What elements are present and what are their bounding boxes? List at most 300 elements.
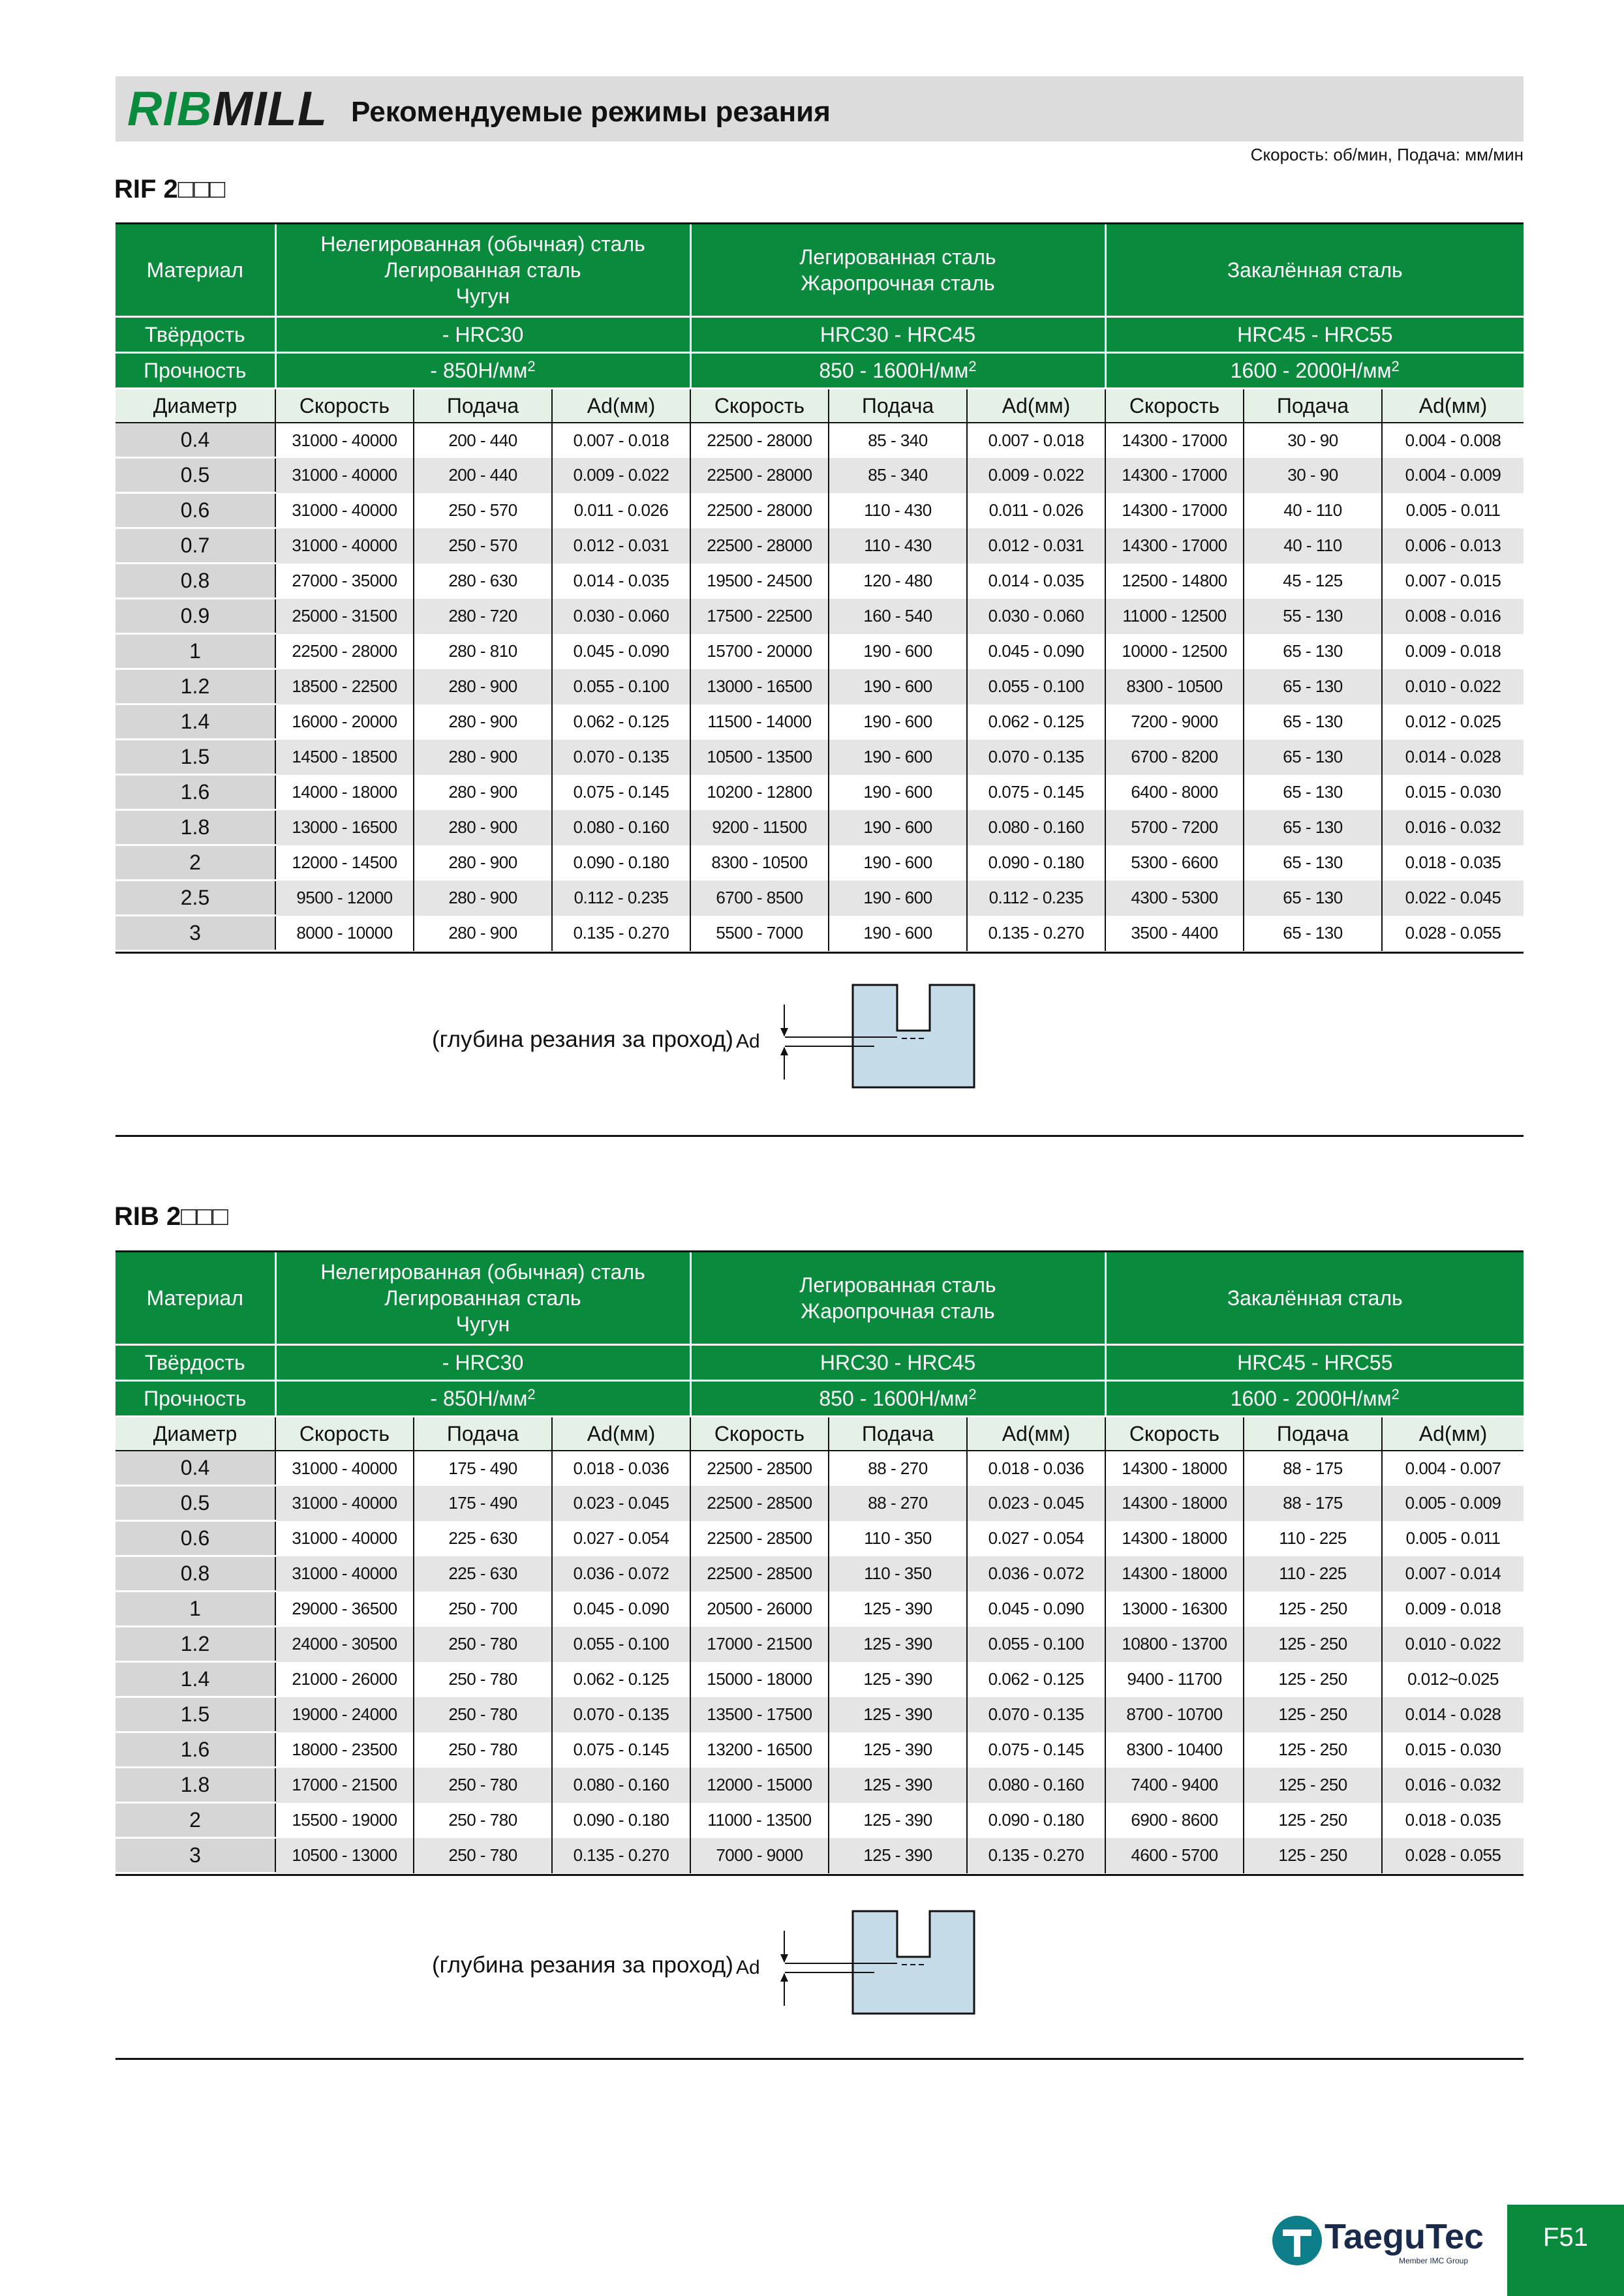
table-cell: 11000 - 12500 <box>1105 599 1244 634</box>
table-cell: 30 - 90 <box>1244 458 1382 493</box>
table-bottom-rule <box>115 1874 1524 1876</box>
table-cell: 125 - 250 <box>1244 1697 1382 1732</box>
table-cell: 250 - 780 <box>414 1697 552 1732</box>
table-cell: 30 - 90 <box>1244 423 1382 458</box>
table-cell: 250 - 780 <box>414 1662 552 1697</box>
table-row <box>115 845 1524 881</box>
table-cell: 125 - 250 <box>1244 1838 1382 1873</box>
table-cell: 0.062 - 0.125 <box>967 1662 1105 1697</box>
table-row <box>115 493 1524 528</box>
table-cell: 110 - 350 <box>829 1521 967 1556</box>
table-cell: 0.075 - 0.145 <box>967 1732 1105 1768</box>
table-cell: 5700 - 7200 <box>1105 810 1244 845</box>
table-cell: 190 - 600 <box>829 810 967 845</box>
table-row <box>115 881 1524 916</box>
brand-name: TaeguTec <box>1325 2217 1484 2256</box>
table-cell: 0.023 - 0.045 <box>552 1486 690 1521</box>
table-cell: 0.055 - 0.100 <box>552 1627 690 1662</box>
section-title-rib: RIB 2□□□ <box>114 1202 228 1231</box>
table-cell: 0.080 - 0.160 <box>967 1768 1105 1803</box>
table-cell: 175 - 490 <box>414 1451 552 1486</box>
table-cell: 55 - 130 <box>1244 599 1382 634</box>
table-cell: 9200 - 11500 <box>690 810 829 845</box>
table-cell: 0.009 - 0.022 <box>552 458 690 493</box>
table-cell: 110 - 350 <box>829 1556 967 1592</box>
strength-value: - $850Н/мм^2$ <box>275 1381 690 1417</box>
table-cell: 125 - 390 <box>829 1768 967 1803</box>
table-cell: 280 - 900 <box>414 775 552 810</box>
material-group-2: Легированная сталь Жаропрочная сталь <box>690 1252 1105 1345</box>
table-cell: 65 - 130 <box>1244 881 1382 916</box>
table-cell: 110 - 430 <box>829 528 967 564</box>
table-cell: 14300 - 18000 <box>1105 1521 1244 1556</box>
table-cell: 125 - 250 <box>1244 1592 1382 1627</box>
table-cell: 31000 - 40000 <box>275 1486 414 1521</box>
table-cell: 65 - 130 <box>1244 740 1382 775</box>
diameter-cell: 1.4 <box>115 1662 275 1697</box>
table-cell: 280 - 900 <box>414 810 552 845</box>
column-header-feed: Подача <box>1244 389 1382 423</box>
diameter-cell: 1.8 <box>115 810 275 845</box>
table-cell: 65 - 130 <box>1244 916 1382 951</box>
hardness-value: HRC30 - HRC45 <box>690 317 1105 353</box>
table-cell: 88 - 270 <box>829 1451 967 1486</box>
column-header-speed: Скорость <box>690 389 829 423</box>
table-cell: 0.030 - 0.060 <box>552 599 690 634</box>
diameter-cell: 2 <box>115 1803 275 1838</box>
section-divider <box>115 2058 1524 2060</box>
diameter-cell: 0.5 <box>115 458 275 493</box>
hardness-value: HRC45 - HRC55 <box>1105 317 1524 353</box>
column-header-feed: Подача <box>829 1417 967 1451</box>
table-cell: 0.005 - 0.011 <box>1382 493 1524 528</box>
column-header-ad: Ad(мм) <box>1382 389 1524 423</box>
table-cell: 0.011 - 0.026 <box>552 493 690 528</box>
diameter-cell: 0.8 <box>115 1556 275 1592</box>
table-cell: 85 - 340 <box>829 458 967 493</box>
table-cell: 0.062 - 0.125 <box>552 1662 690 1697</box>
table-cell: 125 - 250 <box>1244 1627 1382 1662</box>
table-cell: 65 - 130 <box>1244 775 1382 810</box>
table-cell: 12500 - 14800 <box>1105 564 1244 599</box>
column-header-ad: Ad(мм) <box>967 1417 1105 1451</box>
column-header-feed: Подача <box>1244 1417 1382 1451</box>
table-cell: 31000 - 40000 <box>275 458 414 493</box>
diameter-cell: 0.6 <box>115 493 275 528</box>
table-cell: 0.018 - 0.036 <box>552 1451 690 1486</box>
page-number: F51 <box>1507 2205 1624 2296</box>
table-cell: 10800 - 13700 <box>1105 1627 1244 1662</box>
table-cell: 88 - 175 <box>1244 1451 1382 1486</box>
table-cell: 31000 - 40000 <box>275 493 414 528</box>
strength-value: $850 - 1600Н/мм^2$ <box>690 353 1105 389</box>
material-group-1: Нелегированная (обычная) сталь Легированная сталь Чугун <box>275 1252 690 1345</box>
diameter-cell: 1.2 <box>115 1627 275 1662</box>
table-cell: 22500 - 28000 <box>690 493 829 528</box>
diameter-cell: 1.6 <box>115 1732 275 1768</box>
table-cell: 6900 - 8600 <box>1105 1803 1244 1838</box>
diameter-cell: 1.8 <box>115 1768 275 1803</box>
table-cell: 0.070 - 0.135 <box>967 740 1105 775</box>
strength-label: Прочность <box>115 1381 275 1417</box>
ad-label: Ad <box>736 1031 760 1052</box>
table-cell: 0.090 - 0.180 <box>552 1803 690 1838</box>
table-cell: 7400 - 9400 <box>1105 1768 1244 1803</box>
table-cell: 280 - 630 <box>414 564 552 599</box>
table-cell: 13500 - 17500 <box>690 1697 829 1732</box>
table-cell: 0.070 - 0.135 <box>552 740 690 775</box>
strength-value: $1600 - 2000Н/мм^2$ <box>1105 1381 1524 1417</box>
table-cell: 0.062 - 0.125 <box>967 704 1105 740</box>
table-row <box>115 704 1524 740</box>
table-cell: 125 - 390 <box>829 1838 967 1873</box>
table-cell: 0.045 - 0.090 <box>552 1592 690 1627</box>
diameter-cell: 0.7 <box>115 528 275 564</box>
table-cell: 0.009 - 0.018 <box>1382 634 1524 669</box>
table-cell: 15000 - 18000 <box>690 1662 829 1697</box>
table-cell: 0.080 - 0.160 <box>552 1768 690 1803</box>
table-cell: 225 - 630 <box>414 1521 552 1556</box>
cutting-table-rif <box>115 224 1524 952</box>
table-cell: 6700 - 8200 <box>1105 740 1244 775</box>
table-cell: 0.028 - 0.055 <box>1382 1838 1524 1873</box>
table-cell: 0.030 - 0.060 <box>967 599 1105 634</box>
table-cell: 280 - 900 <box>414 881 552 916</box>
table-cell: 0.015 - 0.030 <box>1382 775 1524 810</box>
table-cell: 6700 - 8500 <box>690 881 829 916</box>
table-cell: 0.010 - 0.022 <box>1382 669 1524 704</box>
section-divider <box>115 1135 1524 1137</box>
diameter-cell: 0.4 <box>115 1451 275 1486</box>
table-row <box>115 1451 1524 1486</box>
diameter-cell: 0.4 <box>115 423 275 458</box>
table-row <box>115 1732 1524 1768</box>
table-cell: 250 - 570 <box>414 493 552 528</box>
table-cell: 19000 - 24000 <box>275 1697 414 1732</box>
table-cell: 31000 - 40000 <box>275 1451 414 1486</box>
table-cell: 45 - 125 <box>1244 564 1382 599</box>
table-cell: 190 - 600 <box>829 704 967 740</box>
table-cell: 0.022 - 0.045 <box>1382 881 1524 916</box>
table-cell: 10500 - 13500 <box>690 740 829 775</box>
table-cell: 280 - 810 <box>414 634 552 669</box>
column-header-speed: Скорость <box>1105 389 1244 423</box>
table-cell: 0.009 - 0.022 <box>967 458 1105 493</box>
brand-subtitle: Member IMC Group <box>1399 2256 1469 2265</box>
table-row <box>115 1627 1524 1662</box>
table-cell: 125 - 250 <box>1244 1803 1382 1838</box>
table-row <box>115 1803 1524 1838</box>
table-cell: 0.005 - 0.011 <box>1382 1521 1524 1556</box>
strength-value: - $850Н/мм^2$ <box>275 353 690 389</box>
table-cell: 280 - 900 <box>414 704 552 740</box>
diameter-cell: 1.2 <box>115 669 275 704</box>
table-cell: 19500 - 24500 <box>690 564 829 599</box>
table-cell: 0.012 - 0.025 <box>1382 704 1524 740</box>
table-cell: 280 - 900 <box>414 845 552 881</box>
column-header-ad: Ad(мм) <box>552 389 690 423</box>
table-cell: 0.005 - 0.009 <box>1382 1486 1524 1521</box>
material-label: Материал <box>115 1252 275 1345</box>
table-cell: 0.018 - 0.036 <box>967 1451 1105 1486</box>
column-header-speed: Скорость <box>275 1417 414 1451</box>
table-cell: 0.075 - 0.145 <box>552 775 690 810</box>
material-group-2: Легированная сталь Жаропрочная сталь <box>690 224 1105 317</box>
table-cell: 0.015 - 0.030 <box>1382 1732 1524 1768</box>
strength-label: Прочность <box>115 353 275 389</box>
table-cell: 0.014 - 0.035 <box>552 564 690 599</box>
table-cell: 11000 - 13500 <box>690 1803 829 1838</box>
column-header-speed: Скорость <box>1105 1417 1244 1451</box>
table-cell: 13000 - 16500 <box>690 669 829 704</box>
table-cell: 14300 - 18000 <box>1105 1451 1244 1486</box>
table-row <box>115 669 1524 704</box>
table-cell: 22500 - 28500 <box>690 1521 829 1556</box>
table-cell: 14300 - 17000 <box>1105 528 1244 564</box>
table-cell: 280 - 900 <box>414 916 552 951</box>
table-cell: 250 - 570 <box>414 528 552 564</box>
table-row <box>115 775 1524 810</box>
table-cell: 8300 - 10500 <box>690 845 829 881</box>
table-cell: 0.090 - 0.180 <box>967 845 1105 881</box>
table-row <box>115 528 1524 564</box>
table-cell: 0.008 - 0.016 <box>1382 599 1524 634</box>
table-row <box>115 599 1524 634</box>
table-cell: 22500 - 28500 <box>690 1556 829 1592</box>
depth-caption: (глубина резания за проход) <box>432 1027 733 1052</box>
table-cell: 0.023 - 0.045 <box>967 1486 1105 1521</box>
table-cell: 0.011 - 0.026 <box>967 493 1105 528</box>
table-cell: 190 - 600 <box>829 740 967 775</box>
table-cell: 0.135 - 0.270 <box>552 1838 690 1873</box>
diameter-cell: 1.5 <box>115 740 275 775</box>
table-cell: 190 - 600 <box>829 916 967 951</box>
table-cell: 25000 - 31500 <box>275 599 414 634</box>
table-cell: 0.036 - 0.072 <box>967 1556 1105 1592</box>
table-cell: 280 - 900 <box>414 740 552 775</box>
table-cell: 0.018 - 0.035 <box>1382 845 1524 881</box>
table-cell: 4300 - 5300 <box>1105 881 1244 916</box>
table-cell: 65 - 130 <box>1244 810 1382 845</box>
table-cell: 125 - 250 <box>1244 1732 1382 1768</box>
table-cell: 14300 - 18000 <box>1105 1556 1244 1592</box>
table-row <box>115 740 1524 775</box>
table-cell: 18500 - 22500 <box>275 669 414 704</box>
table-cell: 88 - 270 <box>829 1486 967 1521</box>
table-cell: 0.004 - 0.009 <box>1382 458 1524 493</box>
diameter-cell: 1 <box>115 634 275 669</box>
diameter-cell: 0.8 <box>115 564 275 599</box>
column-header-ad: Ad(мм) <box>967 389 1105 423</box>
table-cell: 7200 - 9000 <box>1105 704 1244 740</box>
column-header-speed: Скорость <box>690 1417 829 1451</box>
table-cell: 14300 - 17000 <box>1105 423 1244 458</box>
diameter-cell: 1.6 <box>115 775 275 810</box>
table-cell: 31000 - 40000 <box>275 1521 414 1556</box>
table-cell: 8300 - 10400 <box>1105 1732 1244 1768</box>
table-cell: 21000 - 26000 <box>275 1662 414 1697</box>
page-title: Рекомендуемые режимы резания <box>351 96 831 128</box>
table-cell: 0.018 - 0.035 <box>1382 1803 1524 1838</box>
column-header-feed: Подача <box>414 1417 552 1451</box>
hardness-value: - HRC30 <box>275 1345 690 1381</box>
table-cell: 31000 - 40000 <box>275 1556 414 1592</box>
table-cell: 125 - 250 <box>1244 1662 1382 1697</box>
table-cell: 0.112 - 0.235 <box>967 881 1105 916</box>
table-cell: 125 - 390 <box>829 1697 967 1732</box>
table-cell: 5500 - 7000 <box>690 916 829 951</box>
table-cell: 0.045 - 0.090 <box>552 634 690 669</box>
table-cell: 0.012~0.025 <box>1382 1662 1524 1697</box>
slot-depth-diagram <box>763 978 979 1089</box>
table-cell: 11500 - 14000 <box>690 704 829 740</box>
diameter-cell: 3 <box>115 1838 275 1873</box>
table-cell: 125 - 390 <box>829 1662 967 1697</box>
diameter-cell: 1.4 <box>115 704 275 740</box>
table-cell: 120 - 480 <box>829 564 967 599</box>
diameter-cell: 3 <box>115 916 275 951</box>
table-cell: 0.045 - 0.090 <box>967 634 1105 669</box>
table-cell: 7000 - 9000 <box>690 1838 829 1873</box>
table-row <box>115 1556 1524 1592</box>
table-cell: 14500 - 18500 <box>275 740 414 775</box>
table-cell: 10500 - 13000 <box>275 1838 414 1873</box>
column-header-ad: Ad(мм) <box>1382 1417 1524 1451</box>
table-cell: 5300 - 6600 <box>1105 845 1244 881</box>
table-cell: 190 - 600 <box>829 634 967 669</box>
table-cell: 22500 - 28500 <box>690 1451 829 1486</box>
table-cell: 200 - 440 <box>414 458 552 493</box>
table-cell: 0.004 - 0.008 <box>1382 423 1524 458</box>
table-row <box>115 1838 1524 1873</box>
table-cell: 8700 - 10700 <box>1105 1697 1244 1732</box>
table-row <box>115 423 1524 458</box>
table-cell: 17000 - 21500 <box>690 1627 829 1662</box>
table-cell: 31000 - 40000 <box>275 528 414 564</box>
table-row <box>115 1592 1524 1627</box>
hardness-label: Твёрдость <box>115 1345 275 1381</box>
table-cell: 125 - 390 <box>829 1803 967 1838</box>
table-cell: 0.014 - 0.035 <box>967 564 1105 599</box>
table-cell: 250 - 780 <box>414 1627 552 1662</box>
table-cell: 8300 - 10500 <box>1105 669 1244 704</box>
table-cell: 0.027 - 0.054 <box>967 1521 1105 1556</box>
table-cell: 40 - 110 <box>1244 493 1382 528</box>
table-cell: 0.135 - 0.270 <box>967 1838 1105 1873</box>
column-header-diameter: Диаметр <box>115 389 275 423</box>
table-cell: 9400 - 11700 <box>1105 1662 1244 1697</box>
table-cell: 0.055 - 0.100 <box>967 669 1105 704</box>
diameter-cell: 1.5 <box>115 1697 275 1732</box>
table-cell: 22500 - 28000 <box>690 458 829 493</box>
hardness-value: - HRC30 <box>275 317 690 353</box>
table-cell: 0.007 - 0.018 <box>552 423 690 458</box>
table-bottom-rule <box>115 952 1524 954</box>
table-cell: 3500 - 4400 <box>1105 916 1244 951</box>
table-cell: 250 - 780 <box>414 1838 552 1873</box>
table-cell: 250 - 780 <box>414 1803 552 1838</box>
material-group-3: Закалённая сталь <box>1105 1252 1524 1345</box>
table-cell: 31000 - 40000 <box>275 423 414 458</box>
ribmill-logo: RIBMILL <box>127 82 328 136</box>
table-cell: 15700 - 20000 <box>690 634 829 669</box>
table-cell: 88 - 175 <box>1244 1486 1382 1521</box>
table-cell: 0.014 - 0.028 <box>1382 740 1524 775</box>
table-cell: 65 - 130 <box>1244 669 1382 704</box>
table-row <box>115 1697 1524 1732</box>
table-cell: 85 - 340 <box>829 423 967 458</box>
table-cell: 8000 - 10000 <box>275 916 414 951</box>
table-cell: 12000 - 14500 <box>275 845 414 881</box>
diameter-cell: 0.5 <box>115 1486 275 1521</box>
section-title-rif: RIF 2□□□ <box>114 175 226 204</box>
table-cell: 20500 - 26000 <box>690 1592 829 1627</box>
table-cell: 0.028 - 0.055 <box>1382 916 1524 951</box>
table-cell: 190 - 600 <box>829 669 967 704</box>
table-cell: 0.112 - 0.235 <box>552 881 690 916</box>
table-cell: 22500 - 28500 <box>690 1486 829 1521</box>
table-cell: 0.055 - 0.100 <box>967 1627 1105 1662</box>
table-cell: 0.016 - 0.032 <box>1382 1768 1524 1803</box>
table-cell: 0.135 - 0.270 <box>552 916 690 951</box>
table-cell: 22500 - 28000 <box>690 423 829 458</box>
table-cell: 0.012 - 0.031 <box>967 528 1105 564</box>
table-cell: 17000 - 21500 <box>275 1768 414 1803</box>
column-header-feed: Подача <box>829 389 967 423</box>
table-cell: 0.090 - 0.180 <box>967 1803 1105 1838</box>
table-cell: 14000 - 18000 <box>275 775 414 810</box>
table-cell: 4600 - 5700 <box>1105 1838 1244 1873</box>
table-row <box>115 1662 1524 1697</box>
column-header-speed: Скорость <box>275 389 414 423</box>
table-cell: 0.080 - 0.160 <box>967 810 1105 845</box>
table-cell: 18000 - 23500 <box>275 1732 414 1768</box>
table-cell: 40 - 110 <box>1244 528 1382 564</box>
table-cell: 0.090 - 0.180 <box>552 845 690 881</box>
table-cell: 175 - 490 <box>414 1486 552 1521</box>
units-note: Скорость: об/мин, Подача: мм/мин <box>1250 145 1524 164</box>
table-cell: 13200 - 16500 <box>690 1732 829 1768</box>
hardness-value: HRC30 - HRC45 <box>690 1345 1105 1381</box>
table-cell: 200 - 440 <box>414 423 552 458</box>
hardness-value: HRC45 - HRC55 <box>1105 1345 1524 1381</box>
strength-value: $850 - 1600Н/мм^2$ <box>690 1381 1105 1417</box>
table-cell: 29000 - 36500 <box>275 1592 414 1627</box>
table-cell: 0.080 - 0.160 <box>552 810 690 845</box>
ad-label: Ad <box>736 1957 760 1978</box>
table-cell: 280 - 900 <box>414 669 552 704</box>
table-row <box>115 1768 1524 1803</box>
table-cell: 0.012 - 0.031 <box>552 528 690 564</box>
table-cell: 0.016 - 0.032 <box>1382 810 1524 845</box>
diameter-cell: 2.5 <box>115 881 275 916</box>
table-cell: 14300 - 17000 <box>1105 458 1244 493</box>
table-cell: 0.007 - 0.014 <box>1382 1556 1524 1592</box>
table-cell: 225 - 630 <box>414 1556 552 1592</box>
table-cell: 27000 - 35000 <box>275 564 414 599</box>
table-cell: 65 - 130 <box>1244 634 1382 669</box>
strength-value: $1600 - 2000Н/мм^2$ <box>1105 353 1524 389</box>
table-cell: 0.014 - 0.028 <box>1382 1697 1524 1732</box>
diameter-cell: 0.9 <box>115 599 275 634</box>
diameter-cell: 2 <box>115 845 275 881</box>
table-cell: 10200 - 12800 <box>690 775 829 810</box>
table-cell: 250 - 700 <box>414 1592 552 1627</box>
table-cell: 24000 - 30500 <box>275 1627 414 1662</box>
table-cell: 14300 - 17000 <box>1105 493 1244 528</box>
table-cell: 0.075 - 0.145 <box>552 1732 690 1768</box>
table-cell: 12000 - 15000 <box>690 1768 829 1803</box>
